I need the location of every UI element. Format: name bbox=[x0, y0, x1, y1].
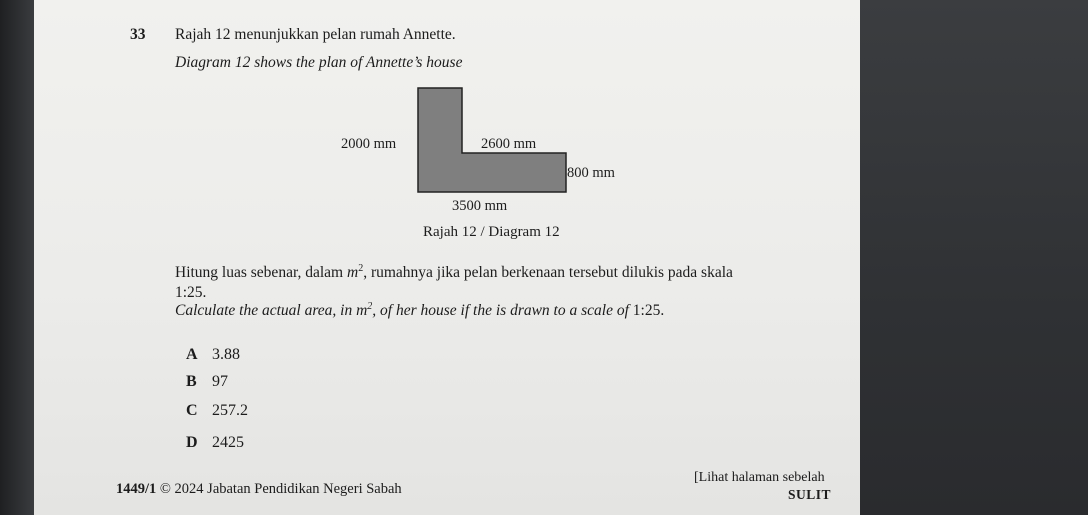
question-text-english: Diagram 12 shows the plan of Annette’s house bbox=[175, 54, 463, 71]
exam-paper bbox=[34, 0, 860, 515]
footer-copyright: 1449/1 © 2024 Jabatan Pendidikan Negeri Sabah bbox=[116, 481, 402, 497]
label-width-bottom: 3500 mm bbox=[452, 198, 508, 214]
label-height-right: 800 mm bbox=[567, 165, 615, 181]
instruction-malay: Hitung luas sebenar, dalam $m^2$, rumahnya jika pelan berkenaan tersebut dilukis pada skala bbox=[175, 263, 733, 282]
option-d[interactable]: D 2425 bbox=[186, 434, 244, 451]
option-c[interactable]: C 257.2 bbox=[186, 402, 248, 419]
instruction-english: Calculate the actual area, in $m^2$, of her house if the is drawn to a scale of 1:25. bbox=[175, 301, 665, 320]
background-left bbox=[0, 0, 34, 515]
background-right bbox=[858, 0, 1088, 515]
label-height-left: 2000 mm bbox=[341, 136, 397, 152]
house-plan-diagram bbox=[34, 0, 860, 515]
question-text-malay: Rajah 12 menunjukkan pelan rumah Annette. bbox=[175, 26, 456, 43]
footer-classification: SULIT bbox=[788, 487, 832, 502]
option-a[interactable]: A 3.88 bbox=[186, 346, 240, 363]
label-width-top: 2600 mm bbox=[481, 136, 537, 152]
option-b[interactable]: B 97 bbox=[186, 373, 228, 390]
instruction-malay-scale: 1:25. bbox=[175, 284, 207, 301]
footer-next-page: [Lihat halaman sebelah bbox=[694, 470, 825, 485]
question-number: 33 bbox=[130, 26, 146, 43]
diagram-caption: Rajah 12 / Diagram 12 bbox=[423, 224, 560, 240]
